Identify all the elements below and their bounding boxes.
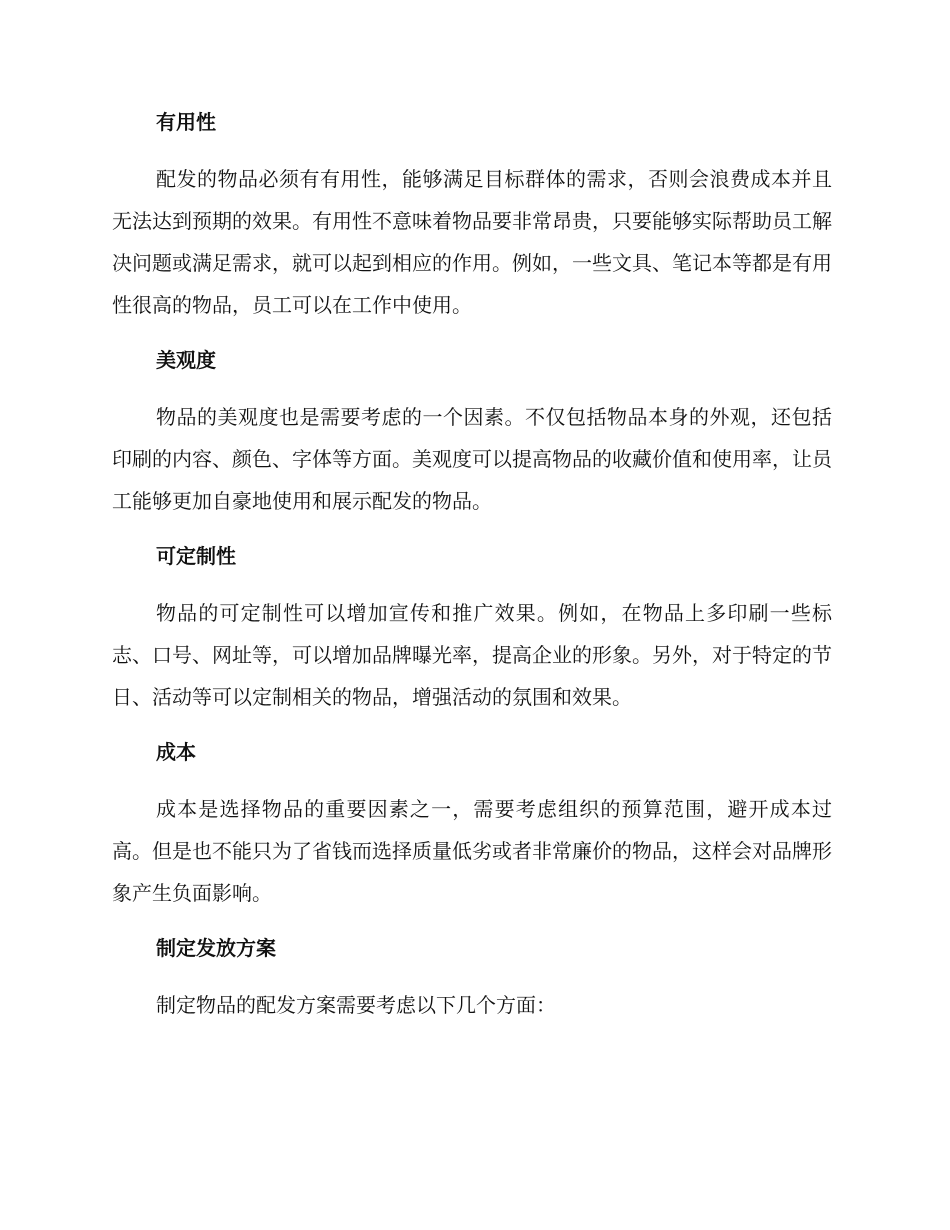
section-heading-customizability: 可定制性: [156, 544, 236, 568]
section-heading-usefulness: 有用性: [156, 110, 216, 134]
section-body-aesthetics: 物品的美观度也是需要考虑的一个因素。不仅包括物品本身的外观，还包括印刷的内容、颜色、字体等方面。美观度可以提高物品的收藏价值和使用率，让员工能够更加自豪地使用和展示配发的物品。: [112, 405, 832, 513]
section-body-cost: 成本是选择物品的重要因素之一，需要考虑组织的预算范围，避开成本过高。但是也不能只为了省钱而选择质量低劣或者非常廉价的物品，这样会对品牌形象产生负面影响。: [112, 797, 832, 905]
section-body-customizability: 物品的可定制性可以增加宣传和推广效果。例如，在物品上多印刷一些标志、口号、网址等，可以增加品牌曝光率，提高企业的形象。另外，对于特定的节日、活动等可以定制相关的物品，增强活动的氛围和效果。: [112, 601, 832, 709]
document-page: [112, 108, 832, 1026]
section-body-distribution-plan: 制定物品的配发方案需要考虑以下几个方面：: [156, 993, 556, 1017]
section-body-usefulness: 配发的物品必须有有用性，能够满足目标群体的需求，否则会浪费成本并且无法达到预期的效果。有用性不意味着物品要非常昂贵，只要能够实际帮助员工解决问题或满足需求，就可以起到相应的作用。例如，一些文具、笔记本等都是有用性很高的物品，员工可以在工作中使用。: [112, 167, 832, 317]
section-heading-cost: 成本: [156, 740, 196, 764]
section-heading-aesthetics: 美观度: [156, 348, 216, 372]
section-heading-distribution-plan: 制定发放方案: [156, 936, 276, 960]
